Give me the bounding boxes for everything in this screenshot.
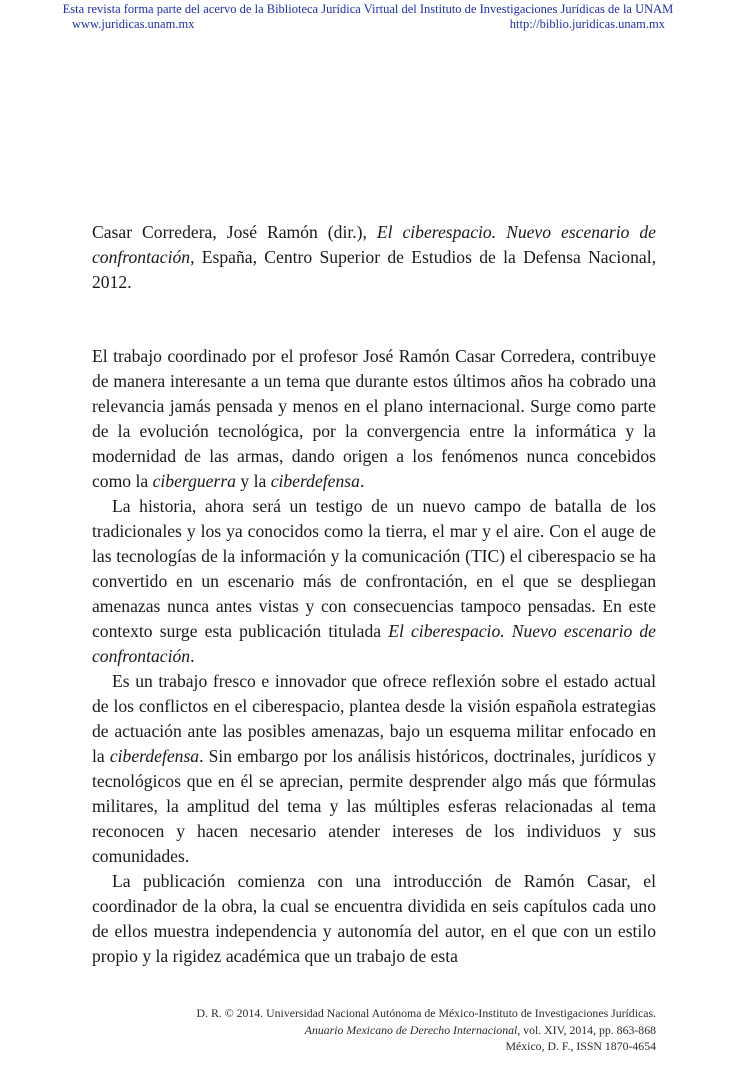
- term-ciberdefensa: ciberdefensa: [270, 471, 360, 491]
- footer-issn: México, D. F., ISSN 1870-4654: [505, 1039, 656, 1053]
- repository-banner: [0, 2, 736, 32]
- paragraph-1-text: El trabajo coordinado por el profesor José Ramón Casar Corredera, contribuye de manera interesante a un tema que durante estos últimos años ha cobrado una relevancia jamás pensada y menos en el plano internacional. Surge como parte de la evolución tecnológica, por la convergencia entre la informática y la modernidad de las armas, dando origen a los fenómenos nunca concebidos como la: [92, 346, 656, 491]
- term-ciberdefensa-2: ciberdefensa: [109, 746, 200, 766]
- paragraph-3-text: Es un trabajo fresco e innovador que ofrece reflexión sobre el estado actual de los conflictos en el ciberespacio, plantea desde la visión española estrategias de actuación ante las posibles amenazas, bajo un esquema militar enfocado en la: [92, 671, 656, 766]
- footer-copyright: D. R. © 2014. Universidad Nacional Autónoma de México-Instituto de Investigaciones Jurídicas.: [196, 1006, 656, 1020]
- paragraph-2: [92, 494, 656, 669]
- banner-notice: Esta revista forma parte del acervo de la Biblioteca Jurídica Virtual del Instituto de Investigaciones Jurídicas de la UNAM: [62, 2, 674, 16]
- paragraph-1: [92, 344, 656, 494]
- citation-author: Casar Corredera, José Ramón (dir.),: [92, 222, 377, 242]
- biblio-link[interactable]: http://biblio.juridicas.unam.mx: [509, 17, 665, 31]
- citation-title: El ciberespacio. Nuevo escenario de confrontación: [92, 222, 656, 267]
- footer-journal-name: Anuario Mexicano de Derecho Internacional: [304, 1022, 518, 1037]
- paragraph-3: [92, 669, 656, 869]
- copyright-footer: [197, 1005, 656, 1055]
- paragraph-2-text: La historia, ahora será un testigo de un nuevo campo de batalla de los tradicionales y los ya conocidos como la tierra, el mar y el aire. Con el auge de las tecnologías de la información y la comunicación (TIC) el ciberespacio se ha convertido en un escenario más de confrontación, en el que se despliegan amenazas nunca antes vistas y con consecuencias tampoco pensadas. En este contexto surge esta publicación titulada: [92, 496, 656, 641]
- review-body: [92, 344, 656, 969]
- book-citation: [92, 220, 656, 295]
- banner-links: [0, 17, 736, 32]
- term-ciberguerra: ciberguerra: [152, 471, 236, 491]
- book-title-inline: El ciberespacio. Nuevo escenario de confrontación: [92, 621, 656, 666]
- paragraph-1-mid: y la: [235, 471, 271, 491]
- footer-journal-line: [197, 1022, 656, 1039]
- paragraph-3-end: . Sin embargo por los análisis históricos, doctrinales, jurídicos y tecnológicos que en él se aprecian, permite desprender algo más que fórmulas militares, la amplitud del tema y las múltiples esferas relacionadas al tema reconocen y hacen necesario atender intereses de los individuos y sus comunidades.: [92, 746, 656, 866]
- footer-volume: , vol. XIV, 2014, pp. 863-868: [517, 1022, 656, 1037]
- paragraph-2-end: .: [190, 646, 195, 666]
- paragraph-1-end: .: [359, 471, 365, 491]
- paragraph-4-text: La publicación comienza con una introducción de Ramón Casar, el coordinador de la obra, la cual se encuentra dividida en seis capítulos cada uno de ellos muestra independencia y autonomía del autor, en el que con un estilo propio y la rigidez académica que un trabajo de esta: [92, 871, 656, 966]
- paragraph-4: [92, 869, 656, 969]
- juridicas-link[interactable]: www.juridicas.unam.mx: [72, 17, 195, 31]
- citation-publisher: , España, Centro Superior de Estudios de la Defensa Nacional, 2012.: [92, 247, 656, 292]
